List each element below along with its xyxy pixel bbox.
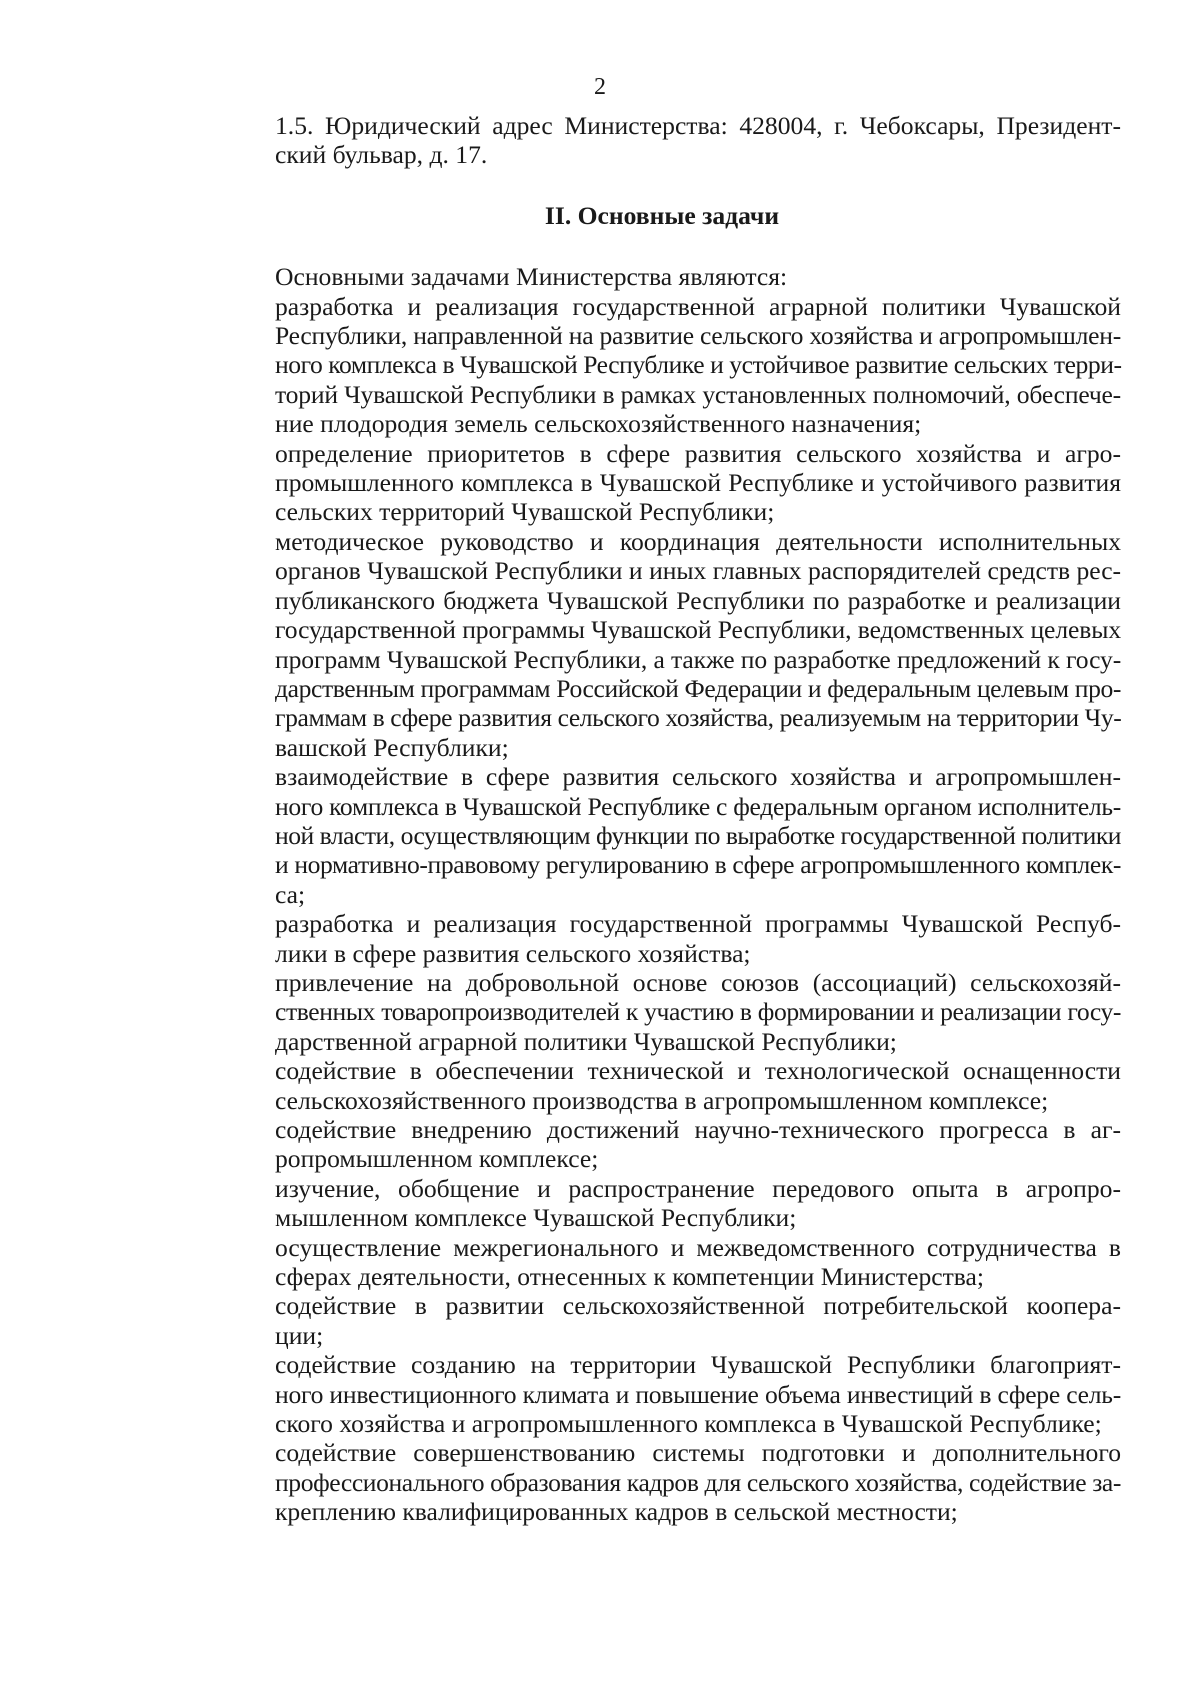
text-line: публиканского бюджета Чувашской Республики по разработке и реализации bbox=[275, 585, 1121, 615]
text-line: граммам в сфере развития сельского хозяйства, реализуемым на территории Чу- bbox=[275, 703, 1122, 733]
task-paragraph bbox=[203, 1174, 1121, 1233]
text-line: государственной программы Чувашской Республики, ведомственных целевых bbox=[275, 615, 1122, 645]
text-line: содействие в обеспечении технической и технологической оснащенности bbox=[275, 1056, 1121, 1086]
text-line: Республики, направленной на развитие сельского хозяйства и агропромышлен- bbox=[275, 321, 1121, 351]
text-line: сельскохозяйственного производства в агропромышленном комплексе; bbox=[275, 1085, 1049, 1115]
text-line: ного комплекса в Чувашской Республике и устойчивое развитие сельских терри- bbox=[275, 350, 1122, 380]
text-line: определение приоритетов в сфере развития сельского хозяйства и агро- bbox=[275, 438, 1121, 468]
text-line: разработка и реализация государственной программы Чувашской Респуб- bbox=[275, 909, 1121, 939]
text-line: 1.5. Юридический адрес Министерства: 428004, г. Чебоксары, Президент- bbox=[275, 111, 1121, 140]
task-paragraph bbox=[203, 1233, 1121, 1292]
text-line: профессионального образования кадров для сельского хозяйства, содействие за- bbox=[275, 1467, 1121, 1497]
text-line: Основными задачами Министерства являются: bbox=[275, 262, 788, 292]
task-paragraph bbox=[203, 1438, 1121, 1526]
section-heading: II. Основные задачи bbox=[544, 200, 780, 230]
text-line: ной власти, осуществляющим функции по выработке государственной политики bbox=[275, 820, 1121, 850]
task-paragraph bbox=[203, 762, 1121, 909]
text-line: привлечение на добровольной основе союзов (ассоциаций) сельскохозяй- bbox=[275, 967, 1121, 997]
text-line: дарственной аграрной политики Чувашской Республики; bbox=[275, 1026, 897, 1056]
text-line: ного инвестиционного климата и повышение объема инвестиций в сфере сель- bbox=[275, 1379, 1121, 1409]
text-line: органов Чувашской Республики и иных главных распорядителей средств рес- bbox=[275, 556, 1121, 586]
text-line: дарственным программам Российской Федерации и федеральным целевым про- bbox=[275, 673, 1121, 703]
text-line: креплению квалифицированных кадров в сельской местности; bbox=[275, 1497, 958, 1527]
text-line: са; bbox=[275, 879, 306, 909]
text-line: сельских территорий Чувашской Республики; bbox=[275, 497, 775, 527]
tasks-list bbox=[203, 262, 1121, 1526]
task-paragraph bbox=[203, 527, 1121, 762]
task-paragraph bbox=[203, 1115, 1121, 1174]
text-line: содействие в развитии сельскохозяйственной потребительской коопера- bbox=[275, 1291, 1121, 1321]
text-line: ного комплекса в Чувашской Республике с федеральным органом исполнитель- bbox=[275, 791, 1121, 821]
task-paragraph bbox=[203, 1291, 1121, 1350]
text-line: лики в сфере развития сельского хозяйства; bbox=[275, 938, 751, 968]
task-paragraph bbox=[203, 439, 1121, 527]
section-1-5-paragraph bbox=[203, 111, 1121, 170]
text-line: сферах деятельности, отнесенных к компетенции Министерства; bbox=[275, 1262, 985, 1292]
text-line: ственных товаропроизводителей к участию в формировании и реализации госу- bbox=[275, 997, 1121, 1027]
text-line: промышленного комплекса в Чувашской Республике и устойчивого развития bbox=[275, 468, 1121, 498]
text-line: ского хозяйства и агропромышленного комплекса в Чувашской Республике; bbox=[275, 1409, 1102, 1439]
text-line: мышленном комплексе Чувашской Республики; bbox=[275, 1203, 797, 1233]
task-paragraph bbox=[203, 1056, 1121, 1115]
text-line: ропромышленном комплексе; bbox=[275, 1144, 599, 1174]
task-paragraph bbox=[203, 909, 1121, 968]
document-body bbox=[203, 111, 1121, 1527]
text-line: и нормативно-правовому регулированию в сфере агропромышленного комплек- bbox=[275, 850, 1121, 880]
text-line: осуществление межрегионального и межведомственного сотрудничества в bbox=[275, 1232, 1121, 1262]
text-line: ский бульвар, д. 17. bbox=[275, 140, 488, 170]
text-line: содействие внедрению достижений научно-технического прогресса в аг- bbox=[275, 1115, 1121, 1144]
text-line: вашской Республики; bbox=[275, 732, 509, 762]
text-line: содействие совершенствованию системы подготовки и дополнительного bbox=[275, 1438, 1121, 1468]
task-paragraph bbox=[203, 1350, 1121, 1438]
text-line: содействие созданию на территории Чувашской Республики благоприят- bbox=[275, 1350, 1121, 1380]
page-number: 2 bbox=[594, 74, 606, 100]
text-line: изучение, обобщение и распространение передового опыта в агропро- bbox=[275, 1173, 1121, 1203]
task-paragraph bbox=[203, 292, 1121, 439]
text-line: программ Чувашской Республики, а также по разработке предложений к госу- bbox=[275, 644, 1122, 674]
text-line: разработка и реализация государственной аграрной политики Чувашской bbox=[275, 291, 1121, 321]
tasks-intro-paragraph bbox=[203, 262, 1121, 291]
text-line: взаимодействие в сфере развития сельского хозяйства и агропромышлен- bbox=[275, 762, 1121, 792]
text-line: ние плодородия земель сельскохозяйственного назначения; bbox=[275, 409, 922, 439]
task-paragraph bbox=[203, 968, 1121, 1056]
text-line: методическое руководство и координация деятельности исполнительных bbox=[275, 526, 1121, 556]
text-line: ции; bbox=[275, 1320, 324, 1350]
text-line: торий Чувашской Республики в рамках установленных полномочий, обеспече- bbox=[275, 379, 1121, 409]
